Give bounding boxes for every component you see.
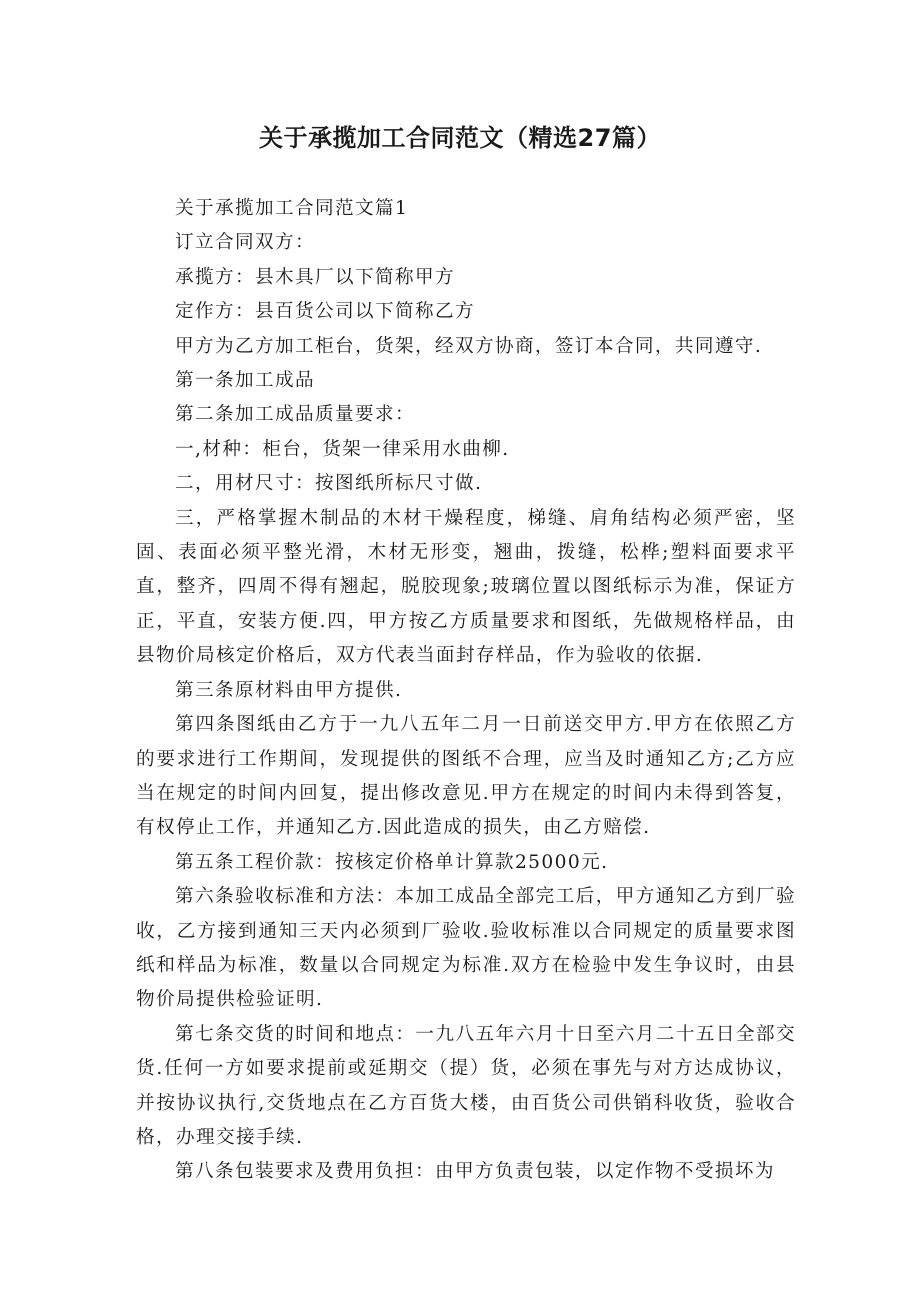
paragraph: 第二条加工成品质量要求： [175, 404, 415, 426]
paragraph: 定作方：县百货公司以下简称乙方 [175, 301, 475, 323]
document-title: 关于承揽加工合同范文（精选27篇） [259, 124, 661, 152]
paragraph: 一,材种：柜台，货架一律采用水曲柳. [175, 438, 510, 460]
paragraph: 第八条包装要求及费用负担：由甲方负责包装，以定作物不受损坏为 [175, 1161, 775, 1183]
paragraph: 承揽方：县木具厂以下简称甲方 [175, 266, 455, 288]
paragraph: 第四条图纸由乙方于一九八五年二月一日前送交甲方.甲方在依照乙方的要求进行工作期间，发现提供的图纸不合理，应当及时通知乙方;乙方应当在规定的时间内回复，提出修改意见.甲方在规定的时间内未得到答复，有权停止工作，并通知乙方.因此造成的损失，由乙方赔偿. [136, 714, 796, 839]
paragraph: 二，用材尺寸：按图纸所标尺寸做. [175, 473, 483, 495]
paragraph: 第一条加工成品 [175, 370, 316, 392]
document-body [136, 192, 796, 1190]
paragraph: 第七条交货的时间和地点：一九八五年六月十日至六月二十五日全部交货.任何一方如要求提前或延期交（提）货，必须在事先与对方达成协议，并按协议执行,交货地点在乙方百货大楼，由百货公司供销科收货，验收合格，办理交接手续. [136, 1023, 796, 1148]
paragraph: 三，严格掌握木制品的木材干燥程度，梯缝、肩角结构必须严密，坚固、表面必须平整光滑，木材无形变，翘曲，拨缝，松桦;塑料面要求平直，整齐，四周不得有翘起，脱胶现象;玻璃位置以图纸标示为准，保证方正，平直，安装方便.四，甲方按乙方质量要求和图纸，先做规格样品，由县物价局核定价格后，双方代表当面封存样品，作为验收的依据. [136, 507, 796, 667]
paragraph: 第六条验收标准和方法：本加工成品全部完工后，甲方通知乙方到厂验收，乙方接到通知三天内必须到厂验收.验收标准以合同规定的质量要求图纸和样品为标准，数量以合同规定为标准.双方在检验中发生争议时，由县物价局提供检验证明. [136, 886, 796, 1011]
paragraph: 关于承揽加工合同范文篇1 [175, 198, 409, 219]
paragraph: 第三条原材料由甲方提供. [175, 679, 403, 701]
paragraph: 订立合同双方： [175, 232, 316, 254]
paragraph: 甲方为乙方加工柜台，货架，经双方协商，签订本合同，共同遵守. [175, 335, 763, 357]
paragraph: 第五条工程价款：按核定价格单计算款25000元. [175, 851, 609, 873]
